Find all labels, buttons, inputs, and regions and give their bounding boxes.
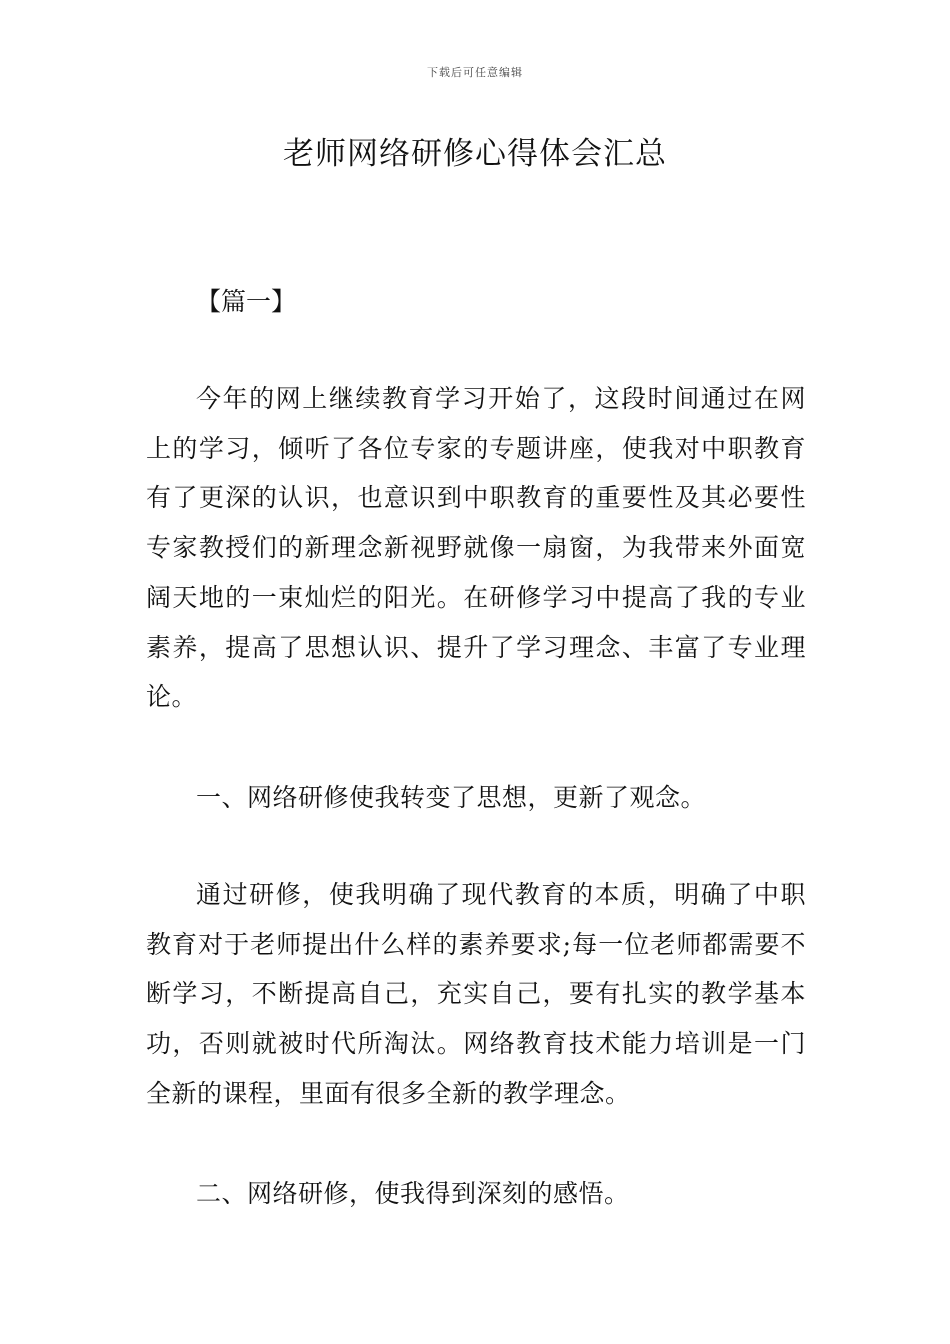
subheading-two: 二、网络研修，使我得到深刻的感悟。 xyxy=(196,1179,630,1208)
subheading-one: 一、网络研修使我转变了思想，更新了观念。 xyxy=(196,783,707,812)
section-label: 【篇一】 xyxy=(196,287,297,316)
paragraph-two: 通过研修，使我明确了现代教育的本质，明确了中职教育对于老师提出什么样的素养要求;每一位老师都需要不断学习，不断提高自己，充实自己，要有扎实的教学基本功，否则就被时代所淘汰。网络教育技术能力培训是一门全新的课程，里面有很多全新的教学理念。 xyxy=(146,880,806,1108)
document-title: 老师网络研修心得体会汇总 xyxy=(283,136,667,172)
header-note: 下载后可任意编辑 xyxy=(427,66,523,79)
paragraph-intro: 今年的网上继续教育学习开始了，这段时间通过在网上的学习，倾听了各位专家的专题讲座，使我对中职教育有了更深的认识，也意识到中职教育的重要性及其必要性专家教授们的新理念新视野就像一扇窗，为我带来外面宽阔天地的一束灿烂的阳光。在研修学习中提高了我的专业素养，提高了思想认识、提升了学习理念、丰富了专业理论。 xyxy=(146,384,806,712)
